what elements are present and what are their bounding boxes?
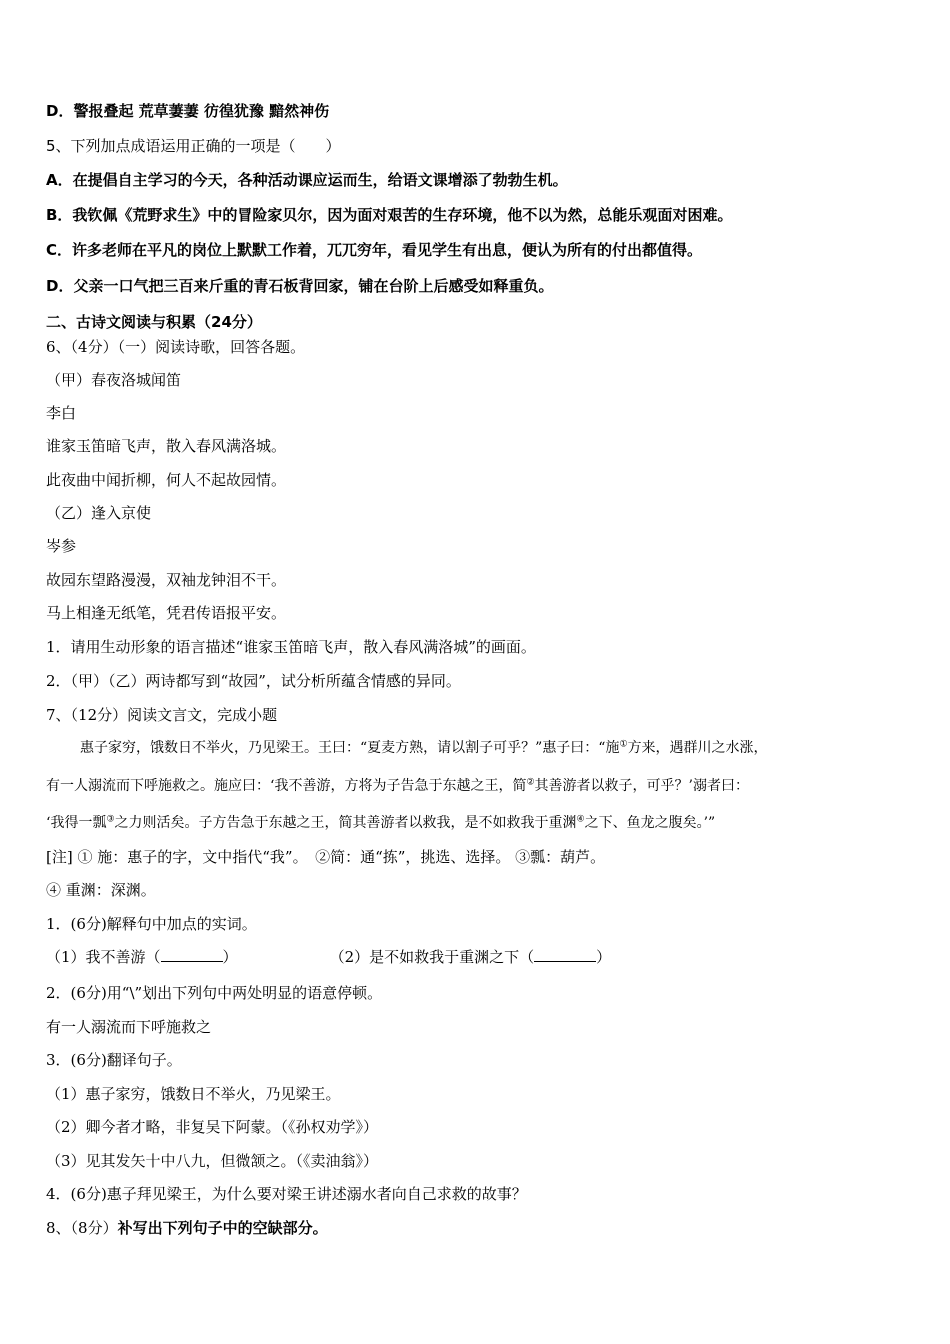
passage-line-2: 有一人溺流而下呼施救之。施应曰：‘我不善游，方将为子告急于东越之王，简②其善游者以救子，可乎？’溺者曰： [46, 777, 749, 794]
footnote-mark: ① [619, 739, 628, 750]
q5-option-c: C．许多老师在平凡的岗位上默默工作着，兀兀穷年，看见学生有出息，便认为所有的付出都值得。 [46, 241, 703, 259]
q5-option-a: A．在提倡自主学习的今天，各种活动课应运而生，给语文课增添了勃勃生机。 [46, 171, 568, 189]
poem-b-title: （乙）逢入京使 [46, 504, 152, 522]
poem-b-line: 故园东望路漫漫，双袖龙钟泪不干。 [46, 571, 287, 589]
poem-a-author: 李白 [46, 404, 77, 422]
answer-blank[interactable] [534, 947, 596, 962]
q8-line [46, 1218, 328, 1238]
footnote-mark: ④ [576, 814, 585, 825]
q6-sub2: 2．（甲）（乙）两诗都写到“故园”，试分析所蕴含情感的异同。 [46, 672, 461, 690]
q7-sub3-item: （2）卿今者才略，非复吴下阿蒙。（《孙权劝学》） [46, 1118, 379, 1136]
q5-stem: 5、下列加点成语运用正确的一项是（ ） [46, 137, 341, 155]
q7-sub1-items: （1）我不善游（ ） （2）是不如救我于重渊之下（ ） [46, 948, 612, 966]
q6-stem: 6、（4分）（一）阅读诗歌，回答各题。 [46, 338, 306, 356]
poem-a-line: 谁家玉笛暗飞声，散入春风满洛城。 [46, 437, 287, 455]
q7-stem: 7、（12分）阅读文言文，完成小题 [46, 706, 278, 724]
poem-a-line: 此夜曲中闻折柳，何人不起故园情。 [46, 471, 287, 489]
q6-sub1: 1．请用生动形象的语言描述“谁家玉笛暗飞声，散入春风满洛城”的画面。 [46, 638, 536, 656]
q7-sub3: 3．(6分)翻译句子。 [46, 1051, 182, 1069]
poem-b-line: 马上相逢无纸笔，凭君传语报平安。 [46, 604, 287, 622]
section2-heading: 二、古诗文阅读与积累（24分） [46, 313, 262, 331]
poem-a-title: （甲）春夜洛城闻笛 [46, 371, 182, 389]
footnote-mark: ② [526, 777, 535, 788]
q7-sub4: 4．(6分)惠子拜见梁王，为什么要对梁王讲述溺水者向自己求救的故事？ [46, 1185, 527, 1203]
poem-b-author: 岑参 [46, 537, 77, 555]
passage-line-3: ‘我得一瓢③之力则活矣。子方告急于东越之王，简其善游者以救我，是不如救我于重渊④之下、鱼龙之腹矣。’” [46, 814, 716, 831]
answer-blank[interactable] [161, 947, 223, 962]
footnote-mark: ③ [106, 814, 115, 825]
q7-sub3-item: （3）见其发矢十中八九，但微颔之。（《卖油翁》） [46, 1152, 379, 1170]
q7-note: [注] ① 施：惠子的字，文中指代“我”。 ②简：通“拣”，挑选、选择。 ③瓢：葫芦。 [46, 848, 606, 866]
q4-option-d: D．警报叠起 荒草萋萋 彷徨犹豫 黯然神伤 [46, 102, 330, 120]
q7-sub1: 1．(6分)解释句中加点的实词。 [46, 915, 257, 933]
q5-option-d: D．父亲一口气把三百来斤重的青石板背回家，铺在台阶上后感受如释重负。 [46, 277, 554, 295]
passage-line-1: 惠子家穷，饿数日不举火，乃见梁王。王曰：“夏麦方熟，请以割子可乎？”惠子曰：“施①方来，遇群川之水涨， [80, 739, 768, 756]
q7-sub2: 2．(6分)用“\”划出下列句中两处明显的语意停顿。 [46, 984, 383, 1002]
q8-number: 8、（8分） [46, 1219, 118, 1237]
q8-stem: 补写出下列句子中的空缺部分。 [117, 1219, 328, 1237]
q7-sub3-item: （1）惠子家穷，饿数日不举火，乃见梁王。 [46, 1085, 341, 1103]
q5-option-b: B．我钦佩《荒野求生》中的冒险家贝尔，因为面对艰苦的生存环境，他不以为然，总能乐观面对困难。 [46, 206, 733, 224]
q7-sub2-sentence: 有一人溺流而下呼施救之 [46, 1018, 212, 1036]
q7-note: ④ 重渊：深渊。 [46, 881, 156, 899]
